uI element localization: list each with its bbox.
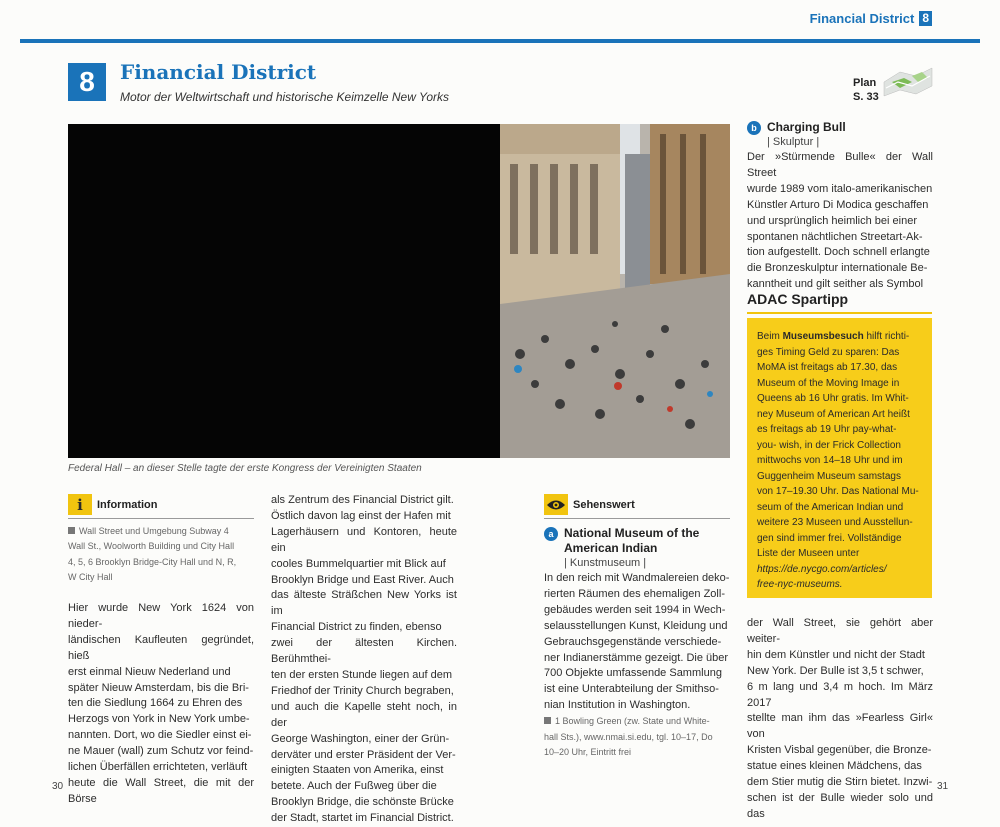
running-head-number: 8 <box>919 11 932 26</box>
sight-a-title: National Museum of the American Indian | Kunstmuseum | <box>564 526 700 569</box>
text-line: New York. Der Bulle ist 3,5 t schwer, <box>747 664 924 677</box>
tip-line: es freitags ab 19 Uhr pay-what- <box>757 424 897 435</box>
page-number-right: 31 <box>937 781 949 792</box>
info-text <box>68 524 254 586</box>
info-header <box>68 494 254 519</box>
text-line: dem Stier mutig die Stirn bietet. Inzwi- <box>747 776 933 789</box>
museum-list-link[interactable]: https://de.nycgo.com/articles/ <box>757 563 887 575</box>
text-line: Künstler Arturo Di Modica geschaffen <box>747 198 929 211</box>
text-line: schen ist der Bulle wieder solo und das <box>747 791 933 820</box>
text-line: Der »Stürmende Bulle« der Wall Street <box>747 151 933 179</box>
street-photo-illustration <box>500 124 730 458</box>
text-line: gebäudes werden seit 1994 in Wech- <box>544 603 726 616</box>
sight-b-title: Charging Bull <box>767 120 846 134</box>
text-line: kanntheit und gilt seither als Symbol <box>747 278 924 291</box>
info-icon: i <box>68 494 92 515</box>
text-line: das älteste Sträßchen New Yorks ist im <box>271 589 457 618</box>
tip-line: von 17–19.30 Uhr. Das National Mu- <box>757 486 919 497</box>
photo-caption: Federal Hall – an dieser Stelle tagte der erste Kongress der Vereinigten Staaten <box>68 463 422 474</box>
plan-reference[interactable] <box>853 76 879 104</box>
spartipp-box <box>747 318 932 598</box>
plan-page: S. 33 <box>853 91 879 103</box>
tip-line: Liste der Museen unter <box>757 548 860 559</box>
text-line: ist eine Unterabteilung der Smithso- <box>544 683 719 696</box>
tip-line: Guggenheim Museum samstags <box>757 470 901 482</box>
tip-line: mittwochs von 14–18 Uhr und im <box>757 455 903 466</box>
text-line: In den reich mit Wandmalereien deko- <box>544 572 730 584</box>
spartipp-heading: ADAC Spartipp <box>747 291 932 314</box>
text-line: die Bronzeskulptur internationale Be- <box>747 262 928 275</box>
tip-line: gen sind immer frei. Vollständige <box>757 532 902 544</box>
page-number-left: 30 <box>52 781 64 792</box>
text-line: spontanen nächtlichen Streetart-Ak- <box>747 230 923 243</box>
info-line: 4, 5, 6 Brooklyn Bridge-City Hall und N, R, <box>68 556 237 567</box>
text-line: tion aufgestellt. Doch schnell erlangte <box>747 246 930 259</box>
text-line: Östlich davon lag einst der Hafen mit <box>271 509 451 522</box>
column-1-text <box>68 601 254 808</box>
text-line: ländischen Kaufleuten gegründet, hieß <box>68 633 254 662</box>
info-line: 10–20 Uhr, Eintritt frei <box>544 747 632 758</box>
text-line: der Stadt, startet im Financial District. <box>271 812 454 825</box>
text-line: heute die Wall Street, die mit der Börse <box>68 776 254 805</box>
text-line: betete. Auch der Fußweg über die <box>271 780 437 793</box>
text-line: und ursprünglich heimlich bei einer <box>747 214 917 227</box>
text-line: der Wall Street, sie gehört aber weiter- <box>747 617 933 645</box>
sight-b-title-block <box>767 120 846 150</box>
text-line: erst einmal Nieuw Nederland und <box>68 665 231 678</box>
square-bullet-icon <box>68 527 75 534</box>
text-line: ten die Siedlung 1664 zu Ehren des <box>68 697 243 710</box>
info-line: 1 Bowling Green (zw. State und White- <box>544 714 730 730</box>
text-line: als Zentrum des Financial District gilt. <box>271 494 454 506</box>
tip-line: Museum of the Moving Image in <box>757 377 900 389</box>
tip-line: seum of the American Indian und <box>757 501 904 513</box>
column-4-text <box>747 616 933 823</box>
text-line: Gebrauchsgegenstände verschiede- <box>544 635 722 648</box>
info-line: Wall Street und Umgebung Subway 4 <box>68 524 254 539</box>
text-line: ne Mauer (wall) zum Schutz vor feind- <box>68 745 254 758</box>
sight-b <box>747 120 933 293</box>
info-line: Wall St., Woolworth Building und City Hall <box>68 541 235 552</box>
text-line: ner Indianerstämme gezeigt. Die über <box>544 651 729 664</box>
text-line: Kristen Visbal gegenüber, die Bronze- <box>747 744 932 757</box>
tip-line: you- wish, in der Frick Collection <box>757 439 901 451</box>
text-line: 6 m lang und 3,4 m hoch. Im März 2017 <box>747 680 933 709</box>
chapter-title: Financial District <box>120 60 317 84</box>
tip-line: MoMA ist freitags ab 17.30, das <box>757 362 898 373</box>
text-line: Lagerhäusern und Kontoren, heute ein <box>271 525 457 554</box>
text-line: Financial District zu finden, ebenso <box>271 621 442 634</box>
text-line: George Washington, einer der Grün- <box>271 732 450 745</box>
chapter-subtitle: Motor der Weltwirtschaft und historische Keimzelle New Yorks <box>120 90 450 104</box>
sights-section <box>544 494 730 761</box>
sight-a-type: | Kunstmuseum | <box>564 557 647 569</box>
text-line: hin dem Künstler und nicht der Stadt <box>747 648 925 661</box>
text-line: 700 Objekte umfassende Sammlung <box>544 667 722 680</box>
running-head-title: Financial District <box>809 11 915 26</box>
tip-keyword: Museumsbesuch <box>782 331 864 342</box>
header-rule <box>20 39 980 43</box>
street-photo <box>500 124 730 458</box>
text-line: stellte man ihm das »Fearless Girl« von <box>747 712 933 741</box>
text-line: Friedhof der Trinity Church begraben, <box>271 684 454 697</box>
info-line: hall Sts.), www.nmai.si.edu, tgl. 10–17, Do <box>544 731 713 742</box>
plan-label: Plan <box>853 77 877 89</box>
text-line: cooles Bummelquartier mit Blick auf <box>271 557 446 570</box>
sights-heading: Sehenswert <box>573 498 635 511</box>
tip-line: weitere 23 Museen und Ausstellun- <box>757 517 913 528</box>
text-line: Hier wurde New York 1624 von nieder- <box>68 602 254 630</box>
tip-line: ney Museum of American Art heißt <box>757 408 910 420</box>
text-line: und auch die Kapelle steht noch, in der <box>271 700 457 729</box>
text-line: Brooklyn Bridge und East River. Auch <box>271 573 454 586</box>
running-head <box>810 11 932 26</box>
eye-icon <box>544 494 568 515</box>
text-line: nian Institution in Washington. <box>544 699 691 712</box>
text-line: wurde 1989 vom italo-amerikanischen <box>747 182 933 195</box>
sight-b-text <box>747 150 933 293</box>
tip-line: Beim Museumsbesuch hilft richti- <box>757 331 910 342</box>
text-line: ten der ersten Stunde liegen auf dem <box>271 668 453 681</box>
square-bullet-icon <box>544 717 551 724</box>
tip-line: Queens ab 16 Uhr gratis. Im Whit- <box>757 393 909 404</box>
sight-a-badge: a <box>544 527 558 541</box>
info-heading: Information <box>97 498 158 511</box>
tip-line: ges Timing Geld zu sparen: Das <box>757 346 900 358</box>
sight-b-header <box>747 120 933 150</box>
column-2-text <box>271 493 457 827</box>
text-line: nannten. Dort, wo die Siedler einst ei- <box>68 729 252 742</box>
text-line: statue eines kleinen Mädchens, das <box>747 760 922 773</box>
text-line: lichen Überfällen errichteten, verläuft <box>68 761 248 774</box>
text-line: einigten Staaten von Amerika, einst <box>271 764 444 777</box>
sights-header <box>544 494 730 519</box>
sight-a-text <box>544 571 730 714</box>
info-line: W City Hall <box>68 572 113 583</box>
chapter-number-box: 8 <box>68 63 106 101</box>
text-line: Herzogs von York in New York umbe- <box>68 713 250 726</box>
info-section <box>68 494 254 586</box>
sight-b-badge: b <box>747 121 761 135</box>
text-line: derväter und erster Präsident der Ver- <box>271 748 456 761</box>
text-line: selausstellungen Kunst, Kleidung und <box>544 619 728 632</box>
museum-list-link-cont[interactable]: free-nyc-museums. <box>757 579 843 590</box>
sight-a-info <box>544 714 730 761</box>
photo-dark-area <box>68 124 500 458</box>
text-line: später Nieuw Amsterdam, bis die Bri- <box>68 681 249 694</box>
sight-b-type: | Skulptur | <box>767 136 820 148</box>
sight-a-header <box>544 526 730 571</box>
map-icon <box>882 64 934 100</box>
text-line: Brooklyn Bridge, die schönste Brücke <box>271 796 454 809</box>
text-line: zwei der ältesten Kirchen. Berühmthei- <box>271 637 457 666</box>
text-line: rierten Räumen des ehemaligen Zoll- <box>544 587 725 600</box>
